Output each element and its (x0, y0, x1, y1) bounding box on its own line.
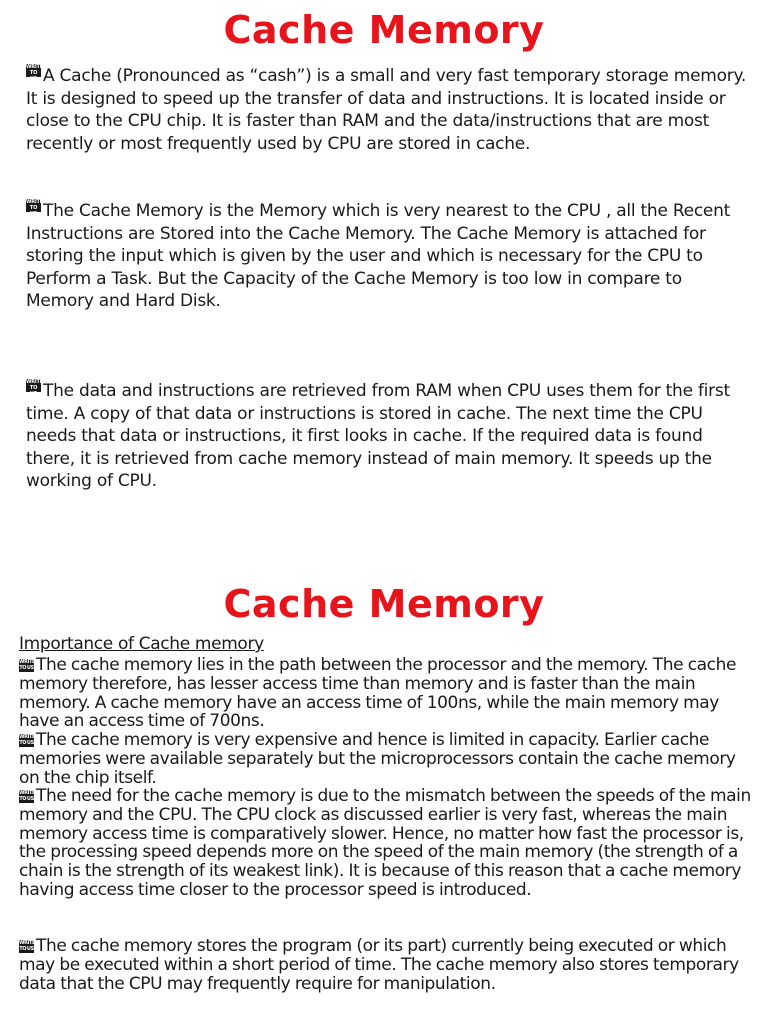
paragraph-text: The Cache Memory is the Memory which is very nearest to the CPU , all the Recent Instructions are Stored into the Cache Memory. The Cache Memory is attached for storing the input which is given by the user and which is necessary for the CPU to Perform a Task. But the Capacity of the Cache Memory is too low in compare to Memory and Hard Disk. (26, 201, 731, 311)
slide-1-paragraph-3 (26, 379, 746, 493)
paragraph-text: The need for the cache memory is due to the mismatch between the speeds of the main memory and the CPU. The CPU clock as discussed earlier is very fast, whereas the main memory access time is comparatively slower. Hence, no matter how fast the processor is, the processing speed depends more on the speed of the main memory (the strength of a chain is the strength of its weakest link). It is because of this reason that a cache memory having access time closer to the processor speed is introduced. (19, 786, 751, 900)
slide-2-paragraph-1 (19, 656, 759, 731)
section-heading: Importance of Cache memory (19, 634, 264, 654)
paragraph-text: The data and instructions are retrieved from RAM when CPU uses them for the first time. A copy of that data or instructions is stored in cache. The next time the CPU needs that data or instructions, it first looks in cache. If the required data is found there, it is retrieved from cache memory instead of main memory. It speeds up the working of CPU. (26, 381, 730, 491)
slide-2-paragraph-4 (19, 937, 759, 993)
write-to-us-bullet-icon: WRITE TO US (19, 659, 36, 671)
write-to-us-bullet-icon: WRITE TO US (26, 199, 43, 217)
write-to-us-bullet-icon: WRITE TO US (19, 734, 36, 746)
paragraph-text: The cache memory is very expensive and hence is limited in capacity. Earlier cache memories were available separately but the microprocessors contain the cache memory on the chip itself. (19, 730, 736, 788)
write-to-us-bullet-icon: WRITE TO US (19, 940, 36, 952)
slide-1-paragraph-1 (26, 64, 746, 155)
write-to-us-bullet-icon: WRITE TO US (26, 64, 43, 82)
slide-2-paragraph-3 (19, 787, 759, 900)
paragraph-text: The cache memory stores the program (or its part) currently being executed or which may be executed within a short period of time. The cache memory also stores temporary data that the CPU may frequently require for manipulation. (19, 936, 739, 994)
slide-2 (0, 574, 768, 1024)
slide-2-title: Cache Memory (223, 582, 545, 626)
slide-1-paragraph-2 (26, 199, 746, 313)
write-to-us-bullet-icon: WRITE TO US (26, 379, 43, 397)
paragraph-text: A Cache (Pronounced as “cash”) is a small and very fast temporary storage memory. It is designed to speed up the transfer of data and instructions. It is located inside or close to the CPU chip. It is faster than RAM and the data/instructions that are most recently or most frequently used by CPU are stored in cache. (26, 66, 747, 154)
slide-2-paragraph-2 (19, 731, 759, 787)
write-to-us-bullet-icon: WRITE TO US (19, 790, 36, 802)
slide-1-title: Cache Memory (223, 8, 545, 52)
paragraph-text: The cache memory lies in the path between the processor and the memory. The cache memory therefore, has lesser access time than memory and is faster than the main memory. A cache memory have an access time of 100ns, while the main memory may have an access time of 700ns. (19, 655, 737, 732)
